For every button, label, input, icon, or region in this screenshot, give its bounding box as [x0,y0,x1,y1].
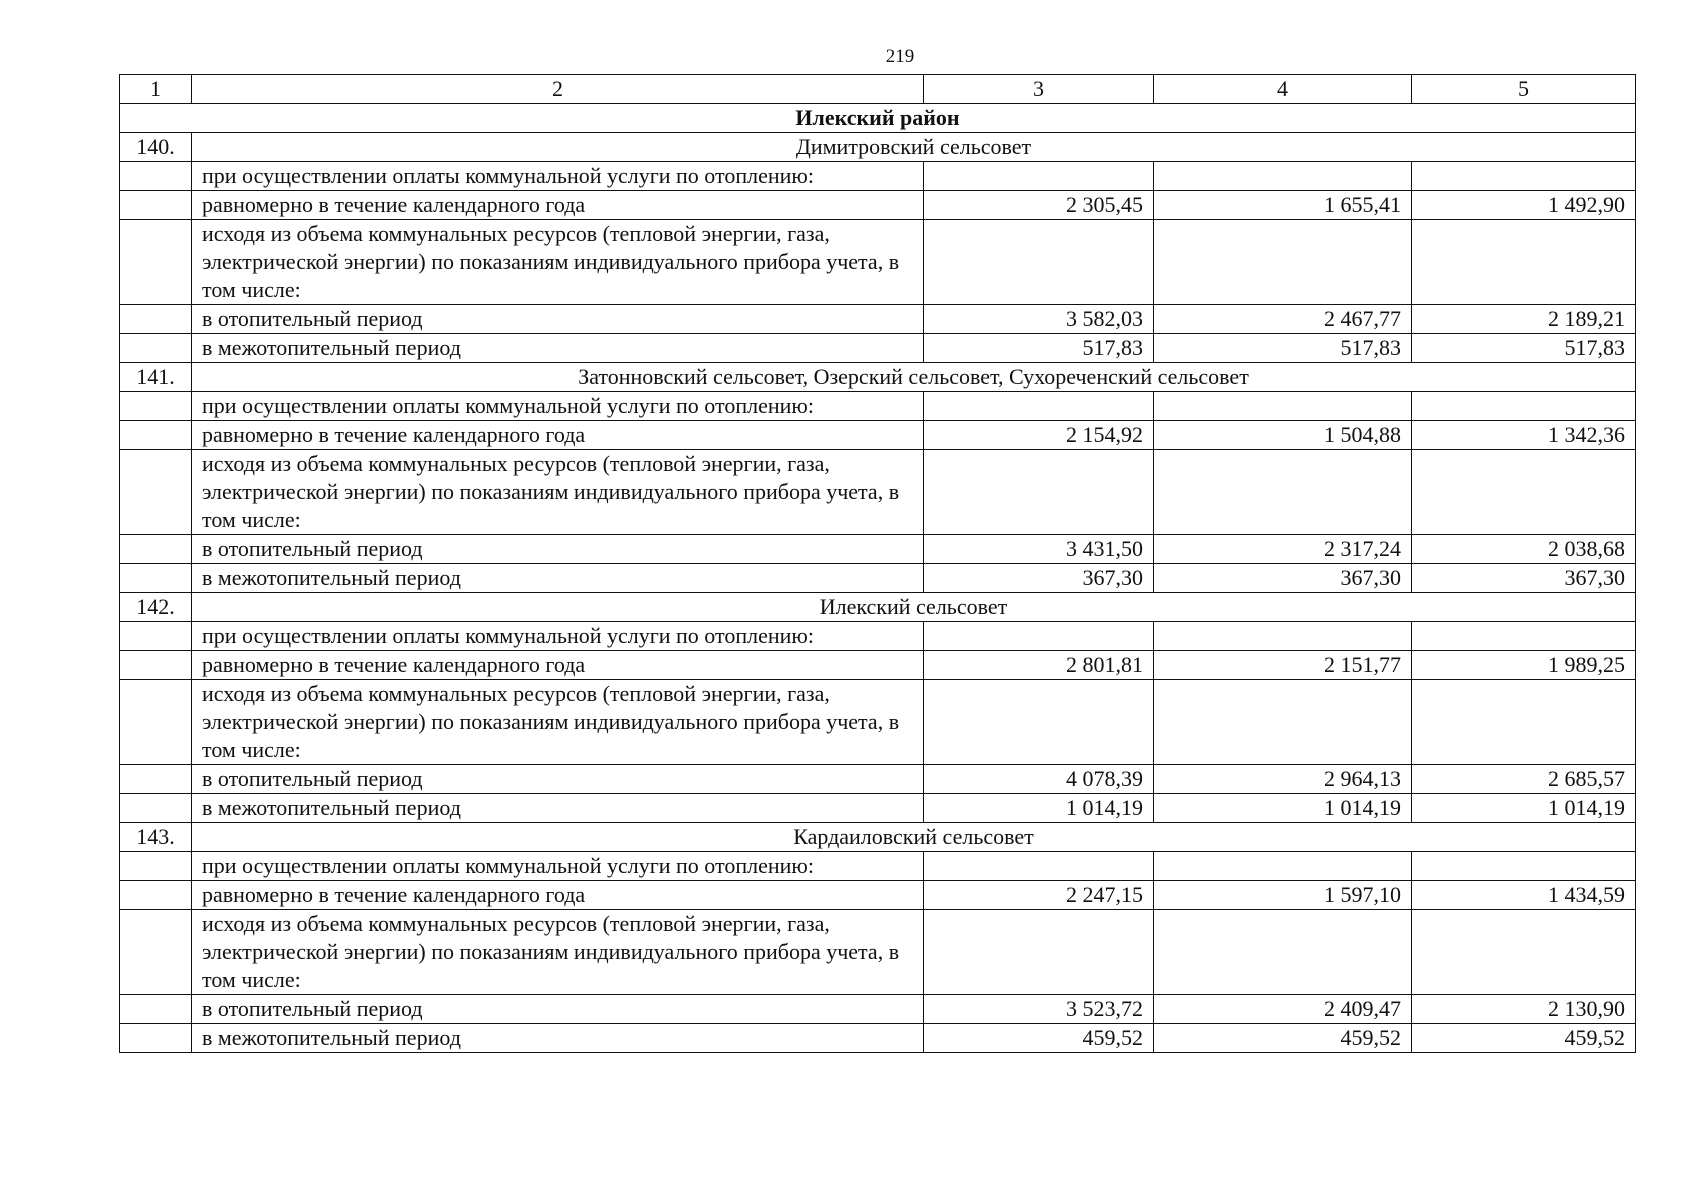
value-cell: 367,30 [924,564,1154,593]
row-label: при осуществлении оплаты коммунальной услуги по отоплению: [192,162,924,191]
settlement-name: Затонновский сельсовет, Озерский сельсовет, Сухореченский сельсовет [192,363,1636,392]
column-number: 4 [1154,75,1412,104]
value-cell: 2 685,57 [1412,765,1636,794]
row-number-cell [120,910,192,995]
value-cell [1154,392,1412,421]
value-cell: 2 038,68 [1412,535,1636,564]
value-cell: 459,52 [1154,1024,1412,1053]
value-cell: 2 317,24 [1154,535,1412,564]
row-label: исходя из объема коммунальных ресурсов (тепловой энергии, газа, электрической энергии) по показаниям индивидуального прибора учета, в том числе: [192,910,924,995]
value-cell: 1 492,90 [1412,191,1636,220]
row-number-cell [120,535,192,564]
row-number-cell [120,852,192,881]
table-row [120,535,1636,564]
column-number-row [120,75,1636,104]
row-number-cell [120,305,192,334]
value-cell: 459,52 [924,1024,1154,1053]
value-cell [924,852,1154,881]
value-cell: 2 247,15 [924,881,1154,910]
value-cell: 2 467,77 [1154,305,1412,334]
value-cell: 1 989,25 [1412,651,1636,680]
row-number-cell [120,392,192,421]
district-name: Илекский район [120,104,1636,133]
settlement-name: Илекский сельсовет [192,593,1636,622]
value-cell [1154,680,1412,765]
row-number-cell [120,765,192,794]
settlement-number: 143. [120,823,192,852]
table-row [120,622,1636,651]
value-cell [1412,162,1636,191]
row-label: в межотопительный период [192,1024,924,1053]
value-cell [1154,162,1412,191]
column-number: 3 [924,75,1154,104]
value-cell: 2 130,90 [1412,995,1636,1024]
table-row [120,392,1636,421]
value-cell [924,392,1154,421]
value-cell [924,680,1154,765]
table-row [120,881,1636,910]
row-number-cell [120,995,192,1024]
table-row [120,450,1636,535]
value-cell: 1 434,59 [1412,881,1636,910]
value-cell: 517,83 [1412,334,1636,363]
row-label: в межотопительный период [192,564,924,593]
settlement-header-row [120,593,1636,622]
value-cell: 1 014,19 [1154,794,1412,823]
table-row [120,191,1636,220]
value-cell: 1 597,10 [1154,881,1412,910]
row-number-cell [120,881,192,910]
row-number-cell [120,450,192,535]
row-label: в отопительный период [192,995,924,1024]
value-cell [1154,910,1412,995]
value-cell: 4 078,39 [924,765,1154,794]
table-row [120,305,1636,334]
table-row [120,651,1636,680]
value-cell [924,910,1154,995]
row-label: равномерно в течение календарного года [192,191,924,220]
settlement-number: 142. [120,593,192,622]
row-number-cell [120,334,192,363]
table-row [120,564,1636,593]
row-number-cell [120,622,192,651]
value-cell: 1 014,19 [924,794,1154,823]
value-cell: 1 504,88 [1154,421,1412,450]
row-label: в отопительный период [192,535,924,564]
row-label: при осуществлении оплаты коммунальной услуги по отоплению: [192,622,924,651]
value-cell: 517,83 [1154,334,1412,363]
value-cell: 459,52 [1412,1024,1636,1053]
value-cell: 1 342,36 [1412,421,1636,450]
table-row [120,220,1636,305]
value-cell: 2 154,92 [924,421,1154,450]
value-cell: 2 189,21 [1412,305,1636,334]
value-cell [924,450,1154,535]
row-number-cell [120,651,192,680]
value-cell [1412,450,1636,535]
value-cell [924,622,1154,651]
value-cell [1412,910,1636,995]
column-number: 1 [120,75,192,104]
value-cell [1412,392,1636,421]
value-cell: 3 523,72 [924,995,1154,1024]
value-cell [1154,622,1412,651]
settlement-header-row [120,363,1636,392]
row-label: равномерно в течение календарного года [192,881,924,910]
value-cell: 2 151,77 [1154,651,1412,680]
row-number-cell [120,162,192,191]
value-cell: 367,30 [1154,564,1412,593]
value-cell [1412,852,1636,881]
table-row [120,910,1636,995]
value-cell: 517,83 [924,334,1154,363]
value-cell: 2 305,45 [924,191,1154,220]
value-cell: 2 964,13 [1154,765,1412,794]
value-cell [1154,450,1412,535]
settlement-header-row [120,133,1636,162]
column-number: 5 [1412,75,1636,104]
settlement-number: 141. [120,363,192,392]
value-cell: 3 431,50 [924,535,1154,564]
value-cell: 2 409,47 [1154,995,1412,1024]
settlement-number: 140. [120,133,192,162]
table-row [120,1024,1636,1053]
row-label: при осуществлении оплаты коммунальной услуги по отоплению: [192,392,924,421]
table-row [120,765,1636,794]
table-row [120,995,1636,1024]
table-row [120,421,1636,450]
row-label: в отопительный период [192,305,924,334]
row-label: при осуществлении оплаты коммунальной услуги по отоплению: [192,852,924,881]
value-cell: 3 582,03 [924,305,1154,334]
row-label: исходя из объема коммунальных ресурсов (тепловой энергии, газа, электрической энергии) по показаниям индивидуального прибора учета, в том числе: [192,450,924,535]
settlement-name: Димитровский сельсовет [192,133,1636,162]
row-number-cell [120,680,192,765]
page-number: 219 [885,46,915,67]
value-cell: 1 655,41 [1154,191,1412,220]
row-number-cell [120,1024,192,1053]
table-row [120,794,1636,823]
row-label: равномерно в течение календарного года [192,651,924,680]
column-number: 2 [192,75,924,104]
value-cell [1154,220,1412,305]
value-cell [1412,220,1636,305]
row-number-cell [120,564,192,593]
row-label: исходя из объема коммунальных ресурсов (тепловой энергии, газа, электрической энергии) по показаниям индивидуального прибора учета, в том числе: [192,220,924,305]
value-cell: 1 014,19 [1412,794,1636,823]
table-row [120,680,1636,765]
settlement-header-row [120,823,1636,852]
row-label: в отопительный период [192,765,924,794]
row-label: в межотопительный период [192,334,924,363]
table-row [120,334,1636,363]
row-number-cell [120,421,192,450]
value-cell: 367,30 [1412,564,1636,593]
row-number-cell [120,794,192,823]
value-cell: 2 801,81 [924,651,1154,680]
row-number-cell [120,220,192,305]
district-row [120,104,1636,133]
row-label: равномерно в течение календарного года [192,421,924,450]
value-cell [1154,852,1412,881]
value-cell [924,220,1154,305]
row-number-cell [120,191,192,220]
tariff-table [119,74,1636,1053]
value-cell [924,162,1154,191]
settlement-name: Кардаиловский сельсовет [192,823,1636,852]
table-row [120,852,1636,881]
table-row [120,162,1636,191]
row-label: в межотопительный период [192,794,924,823]
value-cell [1412,680,1636,765]
value-cell [1412,622,1636,651]
row-label: исходя из объема коммунальных ресурсов (тепловой энергии, газа, электрической энергии) по показаниям индивидуального прибора учета, в том числе: [192,680,924,765]
